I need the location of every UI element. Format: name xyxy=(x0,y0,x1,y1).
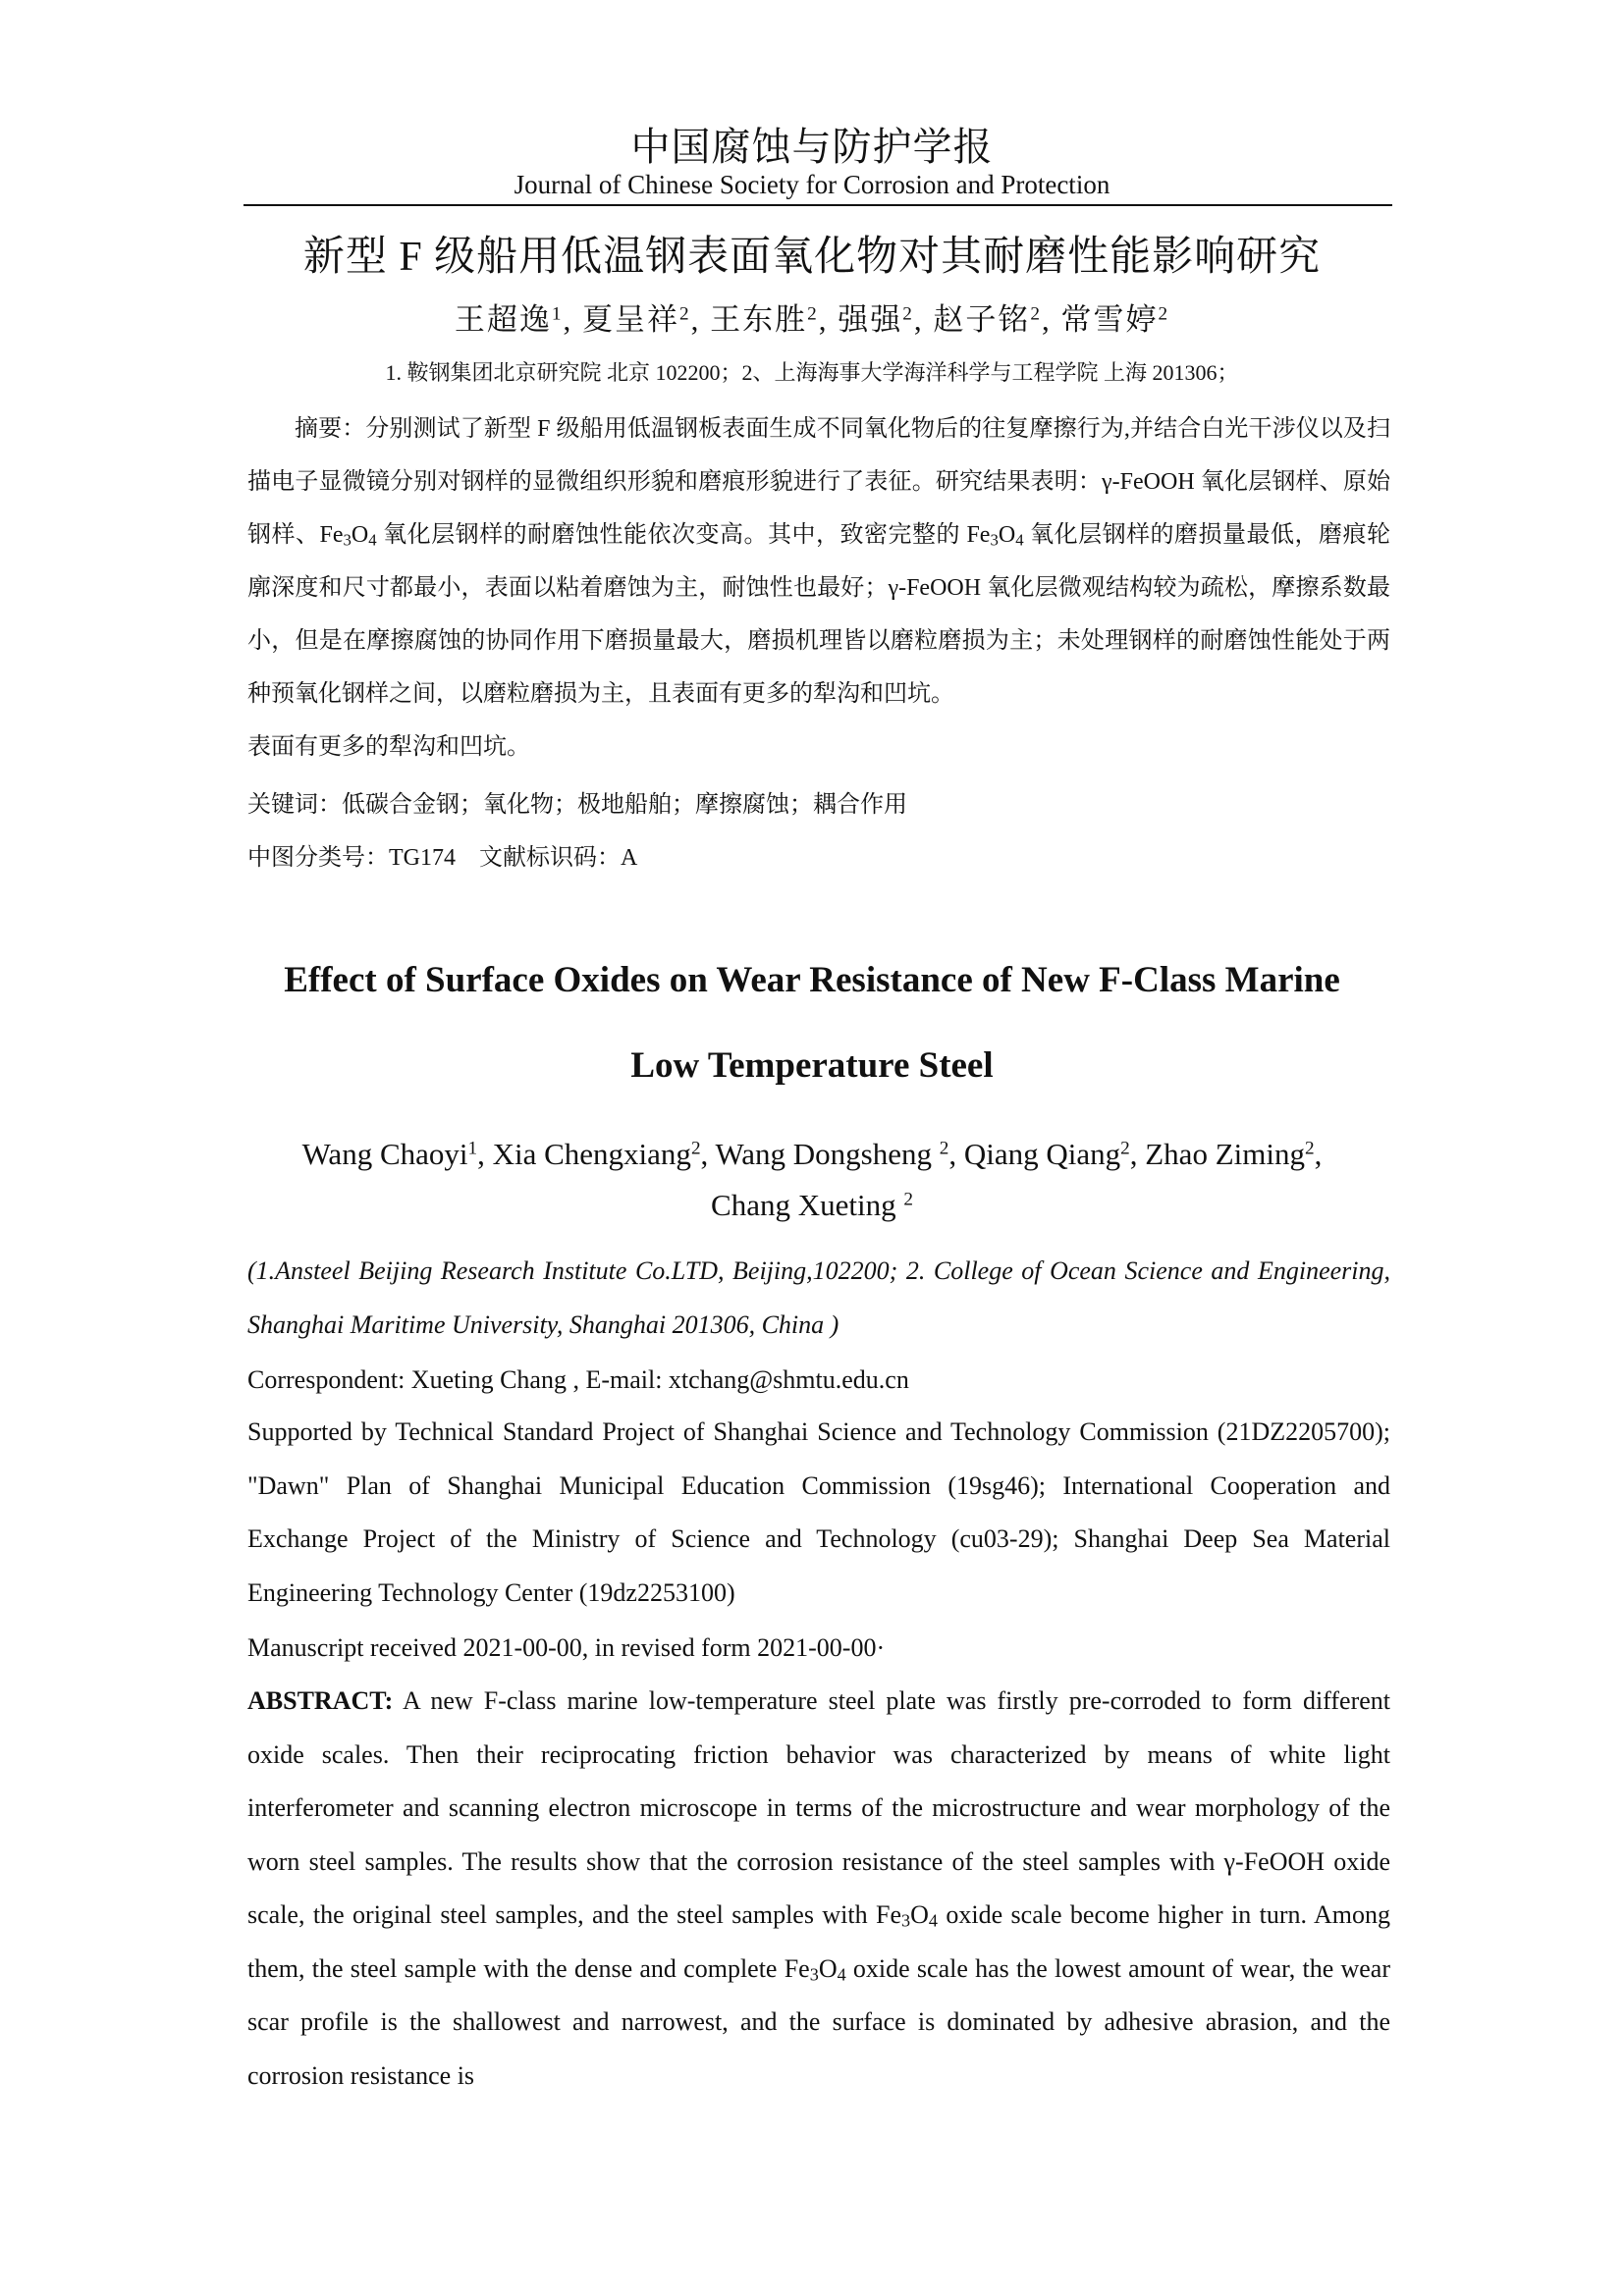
paper-title-en xyxy=(0,937,1624,1108)
author-en: Zhao Ziming$^2$ xyxy=(1145,1137,1315,1171)
author-cn: 常雪婷$^2$ xyxy=(1060,302,1170,337)
affiliation-cn: 1. 鞍钢集团北京研究院 北京 102200；2、上海海事大学海洋科学与工程学院 上海 201306； xyxy=(385,360,1239,385)
correspondent-line: Correspondent: Xueting Chang , E-mail: xtchang@shmtu.edu.cn xyxy=(247,1365,909,1394)
journal-title-en: Journal of Chinese Society for Corrosion and Protection xyxy=(514,170,1110,199)
author-en: Xia Chengxiang$^2$ xyxy=(492,1137,701,1171)
funding-statement: Supported by Technical Standard Project of Shanghai Science and Technology Commission (21DZ2205700); "Dawn" Plan of Shanghai Municipal Education Commission (19sg46); International Cooperation and Exchange Project of the Ministry of Science and Technology (cu03-29); Shanghai Deep Sea Material Engineering Technology Center (19dz2253100) xyxy=(247,1417,1390,1607)
abstract-en: ABSTRACT: A new F-class marine low-temperature steel plate was firstly pre-corroded to form different oxide scales. Then their reciprocating friction behavior was characterized by means of white light interferometer and scanning electron microscope in terms of the microstructure and wear morphology of the worn steel samples. The results show that the corrosion resistance of the steel samples with γ-FeOOH oxide scale, the original steel samples, and the steel samples with $Fe_3O_4$ oxide scale become higher in turn. Among them, the steel sample with the dense and complete $Fe_3O_4$ oxide scale has the lowest amount of wear, the wear scar profile is the shallowest and narrowest, and the surface is dominated by adhesive abrasion, and the corrosion resistance is xyxy=(247,1686,1390,2090)
author-en: Wang Chaoyi$^1$ xyxy=(301,1137,478,1171)
author-cn: 赵子铭$^2$ xyxy=(933,302,1042,337)
abstract-label-cn: 摘要： xyxy=(295,416,366,442)
manuscript-dates: Manuscript received 2021-00-00, in revised form 2021-00-00· xyxy=(247,1633,886,1662)
abstract-label-en: ABSTRACT: xyxy=(247,1686,394,1715)
author-cn: 王超逸$^1$ xyxy=(454,302,564,337)
author-cn: 强强$^2$ xyxy=(838,302,914,337)
author-list-en: Wang Chaoyi$^1$, Xia Chengxiang$^2$, Wang Dongsheng $^2$, Qiang Qiang$^2$, Zhao Ziming$^2$, Chang Xueting $^2$ xyxy=(301,1137,1323,1222)
author-en: Qiang Qiang$^2$ xyxy=(963,1137,1130,1171)
author-cn: 王东胜$^2$ xyxy=(710,302,819,337)
author-list-cn: 王超逸$^1$, 夏呈祥$^2$, 王东胜$^2$, 强强$^2$, 赵子铭$^2$, 常雪婷$^2$ xyxy=(454,302,1170,337)
abstract-cn-trailing-line: 表面有更多的犁沟和凹坑。 xyxy=(247,734,530,760)
paper-title-en-line1: Effect of Surface Oxides on Wear Resistance of New F-Class Marine xyxy=(284,960,1340,1000)
paper-title-cn: 新型 F 级船用低温钢表面氧化物对其耐磨性能影响研究 xyxy=(302,235,1322,280)
classification-cn: 中图分类号：TG174 文献标识码：A xyxy=(247,845,638,871)
author-cn: 夏呈祥$^2$ xyxy=(582,302,691,337)
author-en: Wang Dongsheng $^2$ xyxy=(715,1137,949,1171)
affiliation-en: (1.Ansteel Beijing Research Institute Co.LTD, Beijing,102200; 2. College of Ocean Science and Engineering, Shanghai Maritime University, Shanghai 201306, China ) xyxy=(247,1256,1390,1339)
paper-title-en-line2: Low Temperature Steel xyxy=(630,1045,994,1086)
author-en: Chang Xueting $^2$ xyxy=(711,1188,913,1222)
abstract-cn: 摘要：分别测试了新型 F 级船用低温钢板表面生成不同氧化物后的往复摩擦行为,并结合白光干涉仪以及扫描电子显微镜分别对钢样的显微组织形貌和磨痕形貌进行了表征。研究结果表明：γ-FeOOH 氧化层钢样、原始钢样、$Fe_3O_4$ 氧化层钢样的耐磨蚀性能依次变高。其中，致密完整的 $Fe_3O_4$ 氧化层钢样的磨损量最低，磨痕轮廓深度和尺寸都最小，表面以粘着磨蚀为主，耐蚀性也最好；γ-FeOOH 氧化层微观结构较为疏松，摩擦系数最小，但是在摩擦腐蚀的协同作用下磨损量最大，磨损机理皆以磨粒磨损为主；未处理钢样的耐磨蚀性能处于两种预氧化钢样之间，以磨粒磨损为主，且表面有更多的犁沟和凹坑。 xyxy=(247,416,1391,707)
journal-title-cn: 中国腐蚀与防护学报 xyxy=(630,125,994,169)
keywords-cn: 关键词：低碳合金钢；氧化物；极地船舶；摩擦腐蚀；耦合作用 xyxy=(247,792,907,818)
header-rule xyxy=(244,204,1392,206)
